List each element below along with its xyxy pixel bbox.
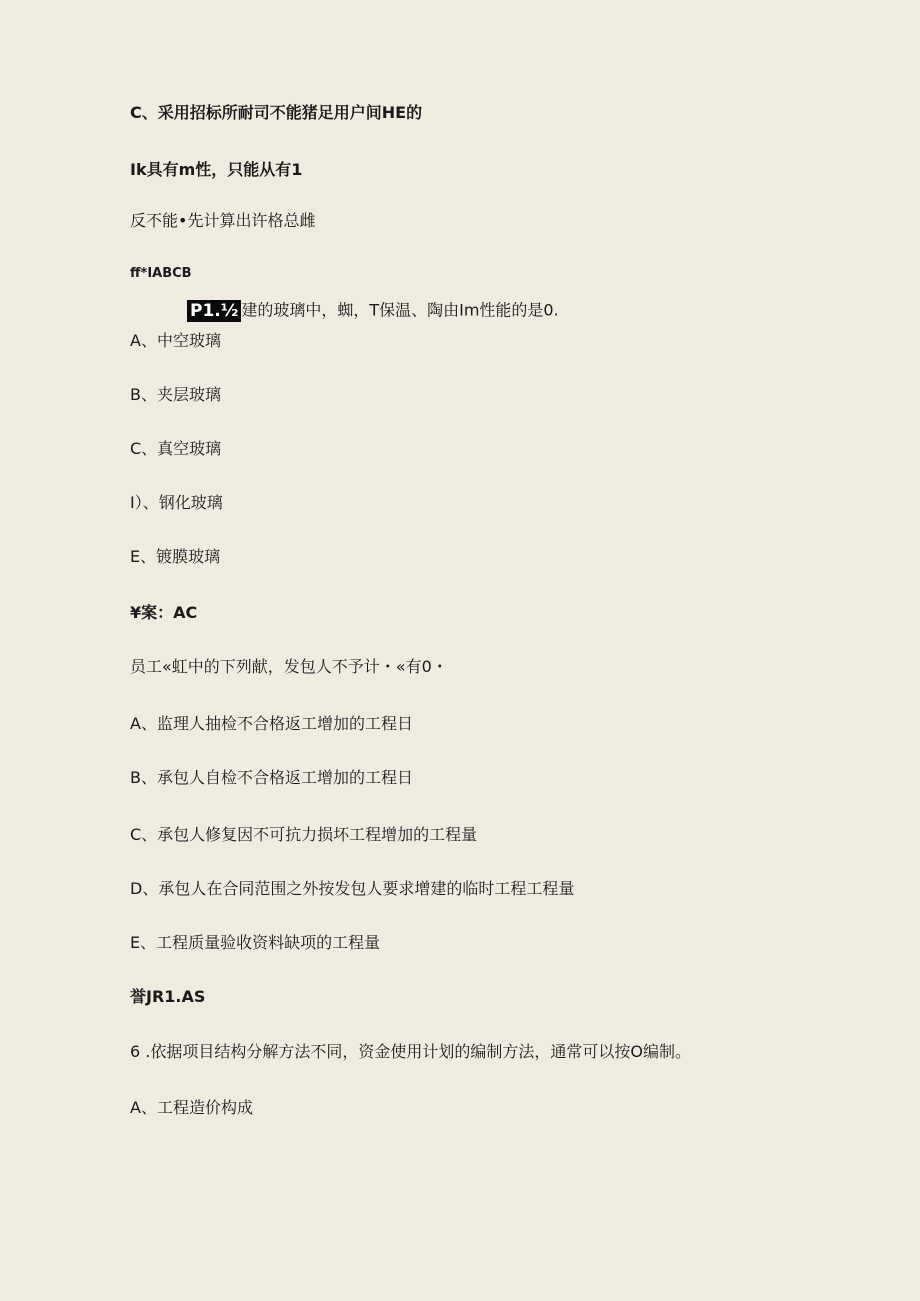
highlighted-number: P1.½ [187,300,241,322]
option-d: D、承包人在合同范围之外按发包人要求增建的临时工程工程量 [130,879,575,898]
text-line: Ik具有m性，只能从有1 [130,160,303,179]
answer-line: ff*IABCB [130,266,192,281]
text-line: 反不能•先计算出许格总雌 [130,211,316,230]
answer-line: ¥案：AC [130,603,198,622]
question-line: 员工«虹中的下列献，发包人不予计・«有0・ [130,657,448,676]
option-b: B、夹层玻璃 [130,385,221,404]
option-a: A、工程造价构成 [130,1098,253,1117]
option-e: E、工程质量验收资料缺项的工程量 [130,933,381,952]
option-a: A、中空玻璃 [130,331,221,350]
option-b: B、承包人自检不合格返工增加的工程日 [130,768,413,787]
question-line: 6 .依据项目结构分解方法不同，资金使用计划的编制方法，通常可以按O编制。 [130,1042,691,1061]
option-c: C、真空玻璃 [130,439,222,458]
answer-line: 誉JR1.AS [130,987,206,1006]
question-text: 建的玻璃中，蜘，T保温、陶由Im性能的是0. [241,300,559,320]
option-c: C、承包人修复因不可抗力损坏工程增加的工程量 [130,825,478,844]
option-e: E、镀膜玻璃 [130,547,221,566]
question-line [187,300,559,322]
option-c-line: C、采用招标所耐司不能猪足用户间HE的 [130,103,423,122]
option-a: A、监理人抽检不合格返工增加的工程日 [130,714,413,733]
option-d: I）、钢化玻璃 [130,493,223,512]
